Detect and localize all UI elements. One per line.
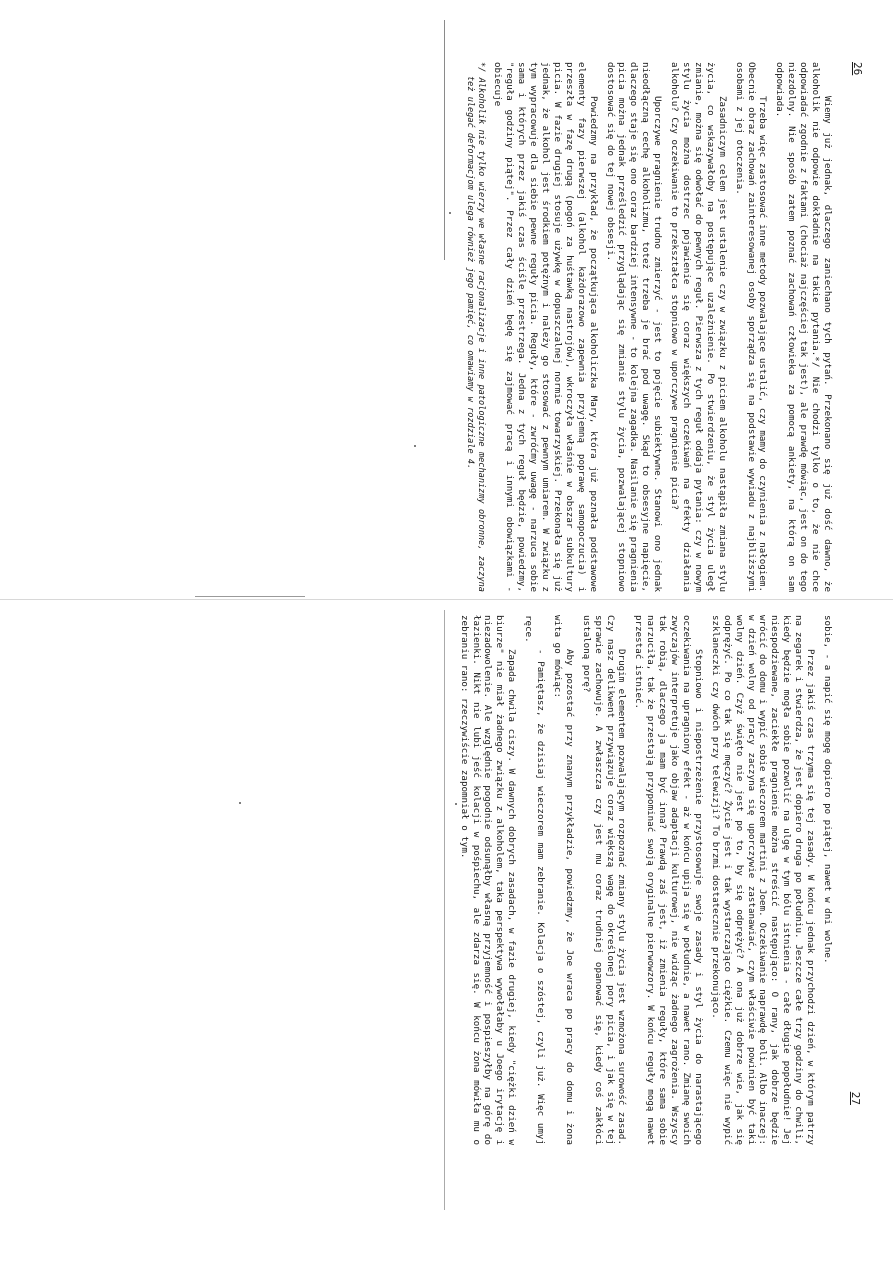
page-number: 27	[849, 1091, 862, 1105]
scan-fold-line	[0, 599, 893, 600]
page-left	[93, 62, 864, 592]
paragraph: Stopniowo i niepostrzeżenie przystosowuje swoje zasady i styl życia do narastającego oczekiwania na upragniony efekt - aż w końcu upija się w południe, a nawet rano. Zmianę swoich zwyczajów interpretuje jako objaw adaptacji kulturowej, nie widząc żadnego zagrożenia. Wszyscy tak robią, dlaczego ja mam być inna? Prawdą zaś jest, iż zmienia reguły, które sama sobie narzuciła, tak że przestają przypominać swoją oryginalne pierwowzory. W końcu reguły mogą nawet przestać istnieć.	[633, 615, 704, 1145]
page-number: 26	[851, 62, 864, 76]
paragraph: Uporczywe pragnienie trudno zmierzyć - jest to pojęcie subiektywne. Stanowi ono jednak nieodłączną cechę alkoholizmu, toteż trzeba je brać pod uwagę. Skąd to obsesyjne napięcie, dlaczego staje się ono coraz bardziej intensywne - to kolejna zagadka. Nasilanie się pragnienia picia można jednak prześledzić przyglądając się zmianie stylu życia, pozwalającej stopniowo dostosować się do tej nowej obsesji.	[604, 62, 664, 592]
paragraph: Wiemy już jednak, dlaczego zaniechano tych pytań. Przekonano się już dość dawno, że alkoholik nie odpowie dokładnie na takie pytania.*/ Nie chodzi tylko o to, że nie chce odpowiadać zgodnie z faktami (chociaż najczęściej tak jest), ale prawdę mówiąc, jest on do tego niezdolny. Nie sposób zatem poznać zachowań człowieka za pomocą ankiety, na którą on sam odpowiada.	[774, 62, 833, 592]
footnote: */ Alkoholik nie tylko wierzy we własne racjonalizacje i inne patologiczne mechanizmy obronne, zaczyna też ulegać deformacjom ulega również jego pamięć, co omawiamy w rozdziale 4.	[465, 62, 486, 592]
scan-dash-line	[195, 596, 305, 597]
page-right	[93, 615, 862, 1145]
paragraph: Trzeba więc zastosować inne metody pozwalające ustalić, czy mamy do czynienia z nałogiem. Obecnie obraz zachowań zainteresowanej osoby sporządza się na podstawie wywiadu z najbliższymi osobami z jej otoczenia.	[733, 62, 769, 592]
dialogue-line: - Pamiętasz, że dzisiaj wieczorem mam zebranie. Kolacja o szóstej, czyli już. Więc umyj ręce.	[523, 615, 547, 1145]
paragraph: Aby pozostać przy znanym przykładzie, powiedzmy, że Joe wraca po pracy do domu i żona wita go mówiąc:	[551, 615, 575, 1145]
paragraph: Przez jakiś czas trzyma się tej zasady. W końcu jednak przychodzi dzień, w którym patrzy na zegarek i stwierdza, że jest dopiero druga po południu. Jeszcze całe trzy godziny do chwili, kiedy będzie mogła sobie pozwolić na ulgę w tym bólu istnienia - całe długie popołudnie! Jej niespodziewane, zaciekłe pragnienie można streścić następująco: O rany, jak dobrze będzie wrócić do domu i wypić sobie wieczorem martini z Joem. Oczekiwanie naprawdę boli. Albo inaczej: w dzień wolny od pracy zaczyna się uporczywie zastanawiać, czym właściwie powinien być taki wolny dzień. Czyż święto nie jest po to, by się odprężyć? A ona już dobrze wie, jak się odprężyć. Po co tak się męczyć? Życie jest i tak wystarczająco ciężkie. Czemu więc nie wypić szklaneczki czy dwóch przy telewizji? To brzmi dostatecznie przekonująco.	[709, 615, 817, 1145]
paragraph: Drugim elementem pozwalającym rozpoznać zmiany stylu życia jest wzmożona surowość zasad. Czy nasz delikwent przywiązuje coraz większą wagę do określonej pory picia, i jak się w tej sprawie zachowuje. A zwłaszcza czy jest mu coraz trudniej opanować się, kiedy coś zakłóci ustaloną porę?	[580, 615, 628, 1145]
paragraph: sobie, - a napić się mogę dopiero po piątej, nawet w dni wolne.	[822, 615, 833, 964]
paragraph: Zasadniczym celem jest ustalenie czy w związku z piciem alkoholu nastąpiła zmiana stylu życia, co wskazywałoby na postępujące uzależnienie. Po stwierdzeniu, że styl życia uległ zmianie, można się odwołać do pewnych reguł. Pierwsza z tych reguł oddaja pytania: czy w nowym stylu życia można dostrzec pojawienie się coraz większych oczekiwań na efekty działania alkoholu? Czy oczekiwanie to przekształca stopniowo w uporczywe pragnienie picia?	[669, 62, 728, 592]
paragraph: Zapada chwila ciszy. W dawnych dobrych zasadach, w fazie drugiej, kiedy "ciężki dzień w biurze" nie miał żadnego związku z alkoholem, taka perspektywa wywołałaby u Joego irytację i niezadowolenie. Ale względnie pogodnie odsunąłby własną przyjemność i pospieszyłby na górę do łazienki. Nikt nie lubi jeść kolacji w pośpiechu, ale zdarza się. W końcu żona mówiła mu o zebraniu rano: rzeczywiście zapomniał o tym.	[458, 615, 518, 1145]
paragraph: Powiedzmy na przykład, że początkująca alkoholiczka Mary, która już poznała podstawowe elementy fazy pierwszej (alkohol każdorazowo zapewnia przyjemną poprawę samopoczucia) i przeszła w fazę drugą (pogoń za huśtawką nastrojów), wkroczyła właśnie w obszar subkultury picia. W fazie drugiej stosuje używkę w dopuszczalnej normie towarzyskiej. Przekonała się już jednak, że alkohol jest środkiem potężnym i należy go stosować z pewnym umiarem. W związku z tym wypracowuje dla siebie pewne reguły picia. Reguły, które - zwróćmy uwagę - narzuca sobie sama i których przez jakiś czas ściśle przestrzega. Jedna z tych reguł będzie, powiedzmy, "reguła godziny piątej". Przez cały dzień będę się zajmować pracą i innymi obowiązkami - obiecuje	[492, 62, 599, 592]
